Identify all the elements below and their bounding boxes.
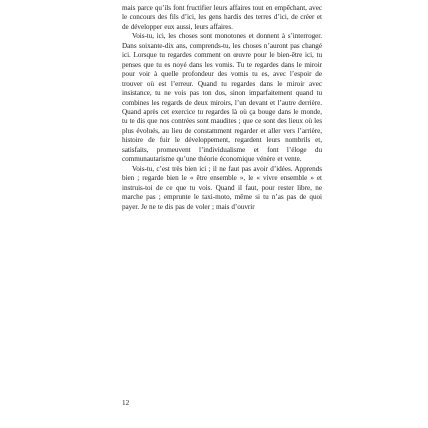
paragraph-1: mais parce qu’ils font fructifier leurs affaires tout en empêchant, avec le concours des fils d’ici, les gens hardis des terres d’ici, de créer et de développer eux aussi, leurs affaires. [122,4,322,31]
paragraph-3: Vois-tu, c’est très bien ici ; il ne faut pas avoir d’idées. Apprends bien ; regarde bien le « être ensemble », le « vivre ensemble » et instruis-toi de ce que tu vois. Quand il faut, pour rester libre, ne marche pas ; emprunte le taxi-moto, même si tu n’as pas de quoi payer. Je ne te dis pas de voler ; mais d’ouvrir [122,164,322,211]
body-text [122,4,322,212]
paragraph-2: Vois-tu, ici, les choses sont monotones et donnent à s’interroger. Dans soixante-dix ans, comprends-tu, les choses n’auront pas changé ici. Lorsque tu regardes comment on œuvre pour le bien-être ici, tu penses que tu es noyé dans les vomis. Tu te regardes dans le miroir pour voir à quelle profondeur des vomis tu es, avec l’espoir de trouver où est l’erreur. Quand tu regardes dans le miroir avec insistance, tu ne vois pas ton dos, sinon imparfaitement quand tu combines les regards de deux miroirs, l’un devant et l’autre derrière. Quand après cet exercice tu regardes là où ça bouge dans le monde, tu te dis que nos contrées sont maudites ; que ce sont des lieux où les plus évolués, au lieu de constamment regarder et aller vers l’arrière, histoire de fuir le développement, regardent leurs nombrils et, satisfaits, promeuvent l’individualisme et font l’éloge du communautarisme qu’une théorie économique vénère et vente. [122,32,322,164]
page-number: 12 [122,399,130,407]
